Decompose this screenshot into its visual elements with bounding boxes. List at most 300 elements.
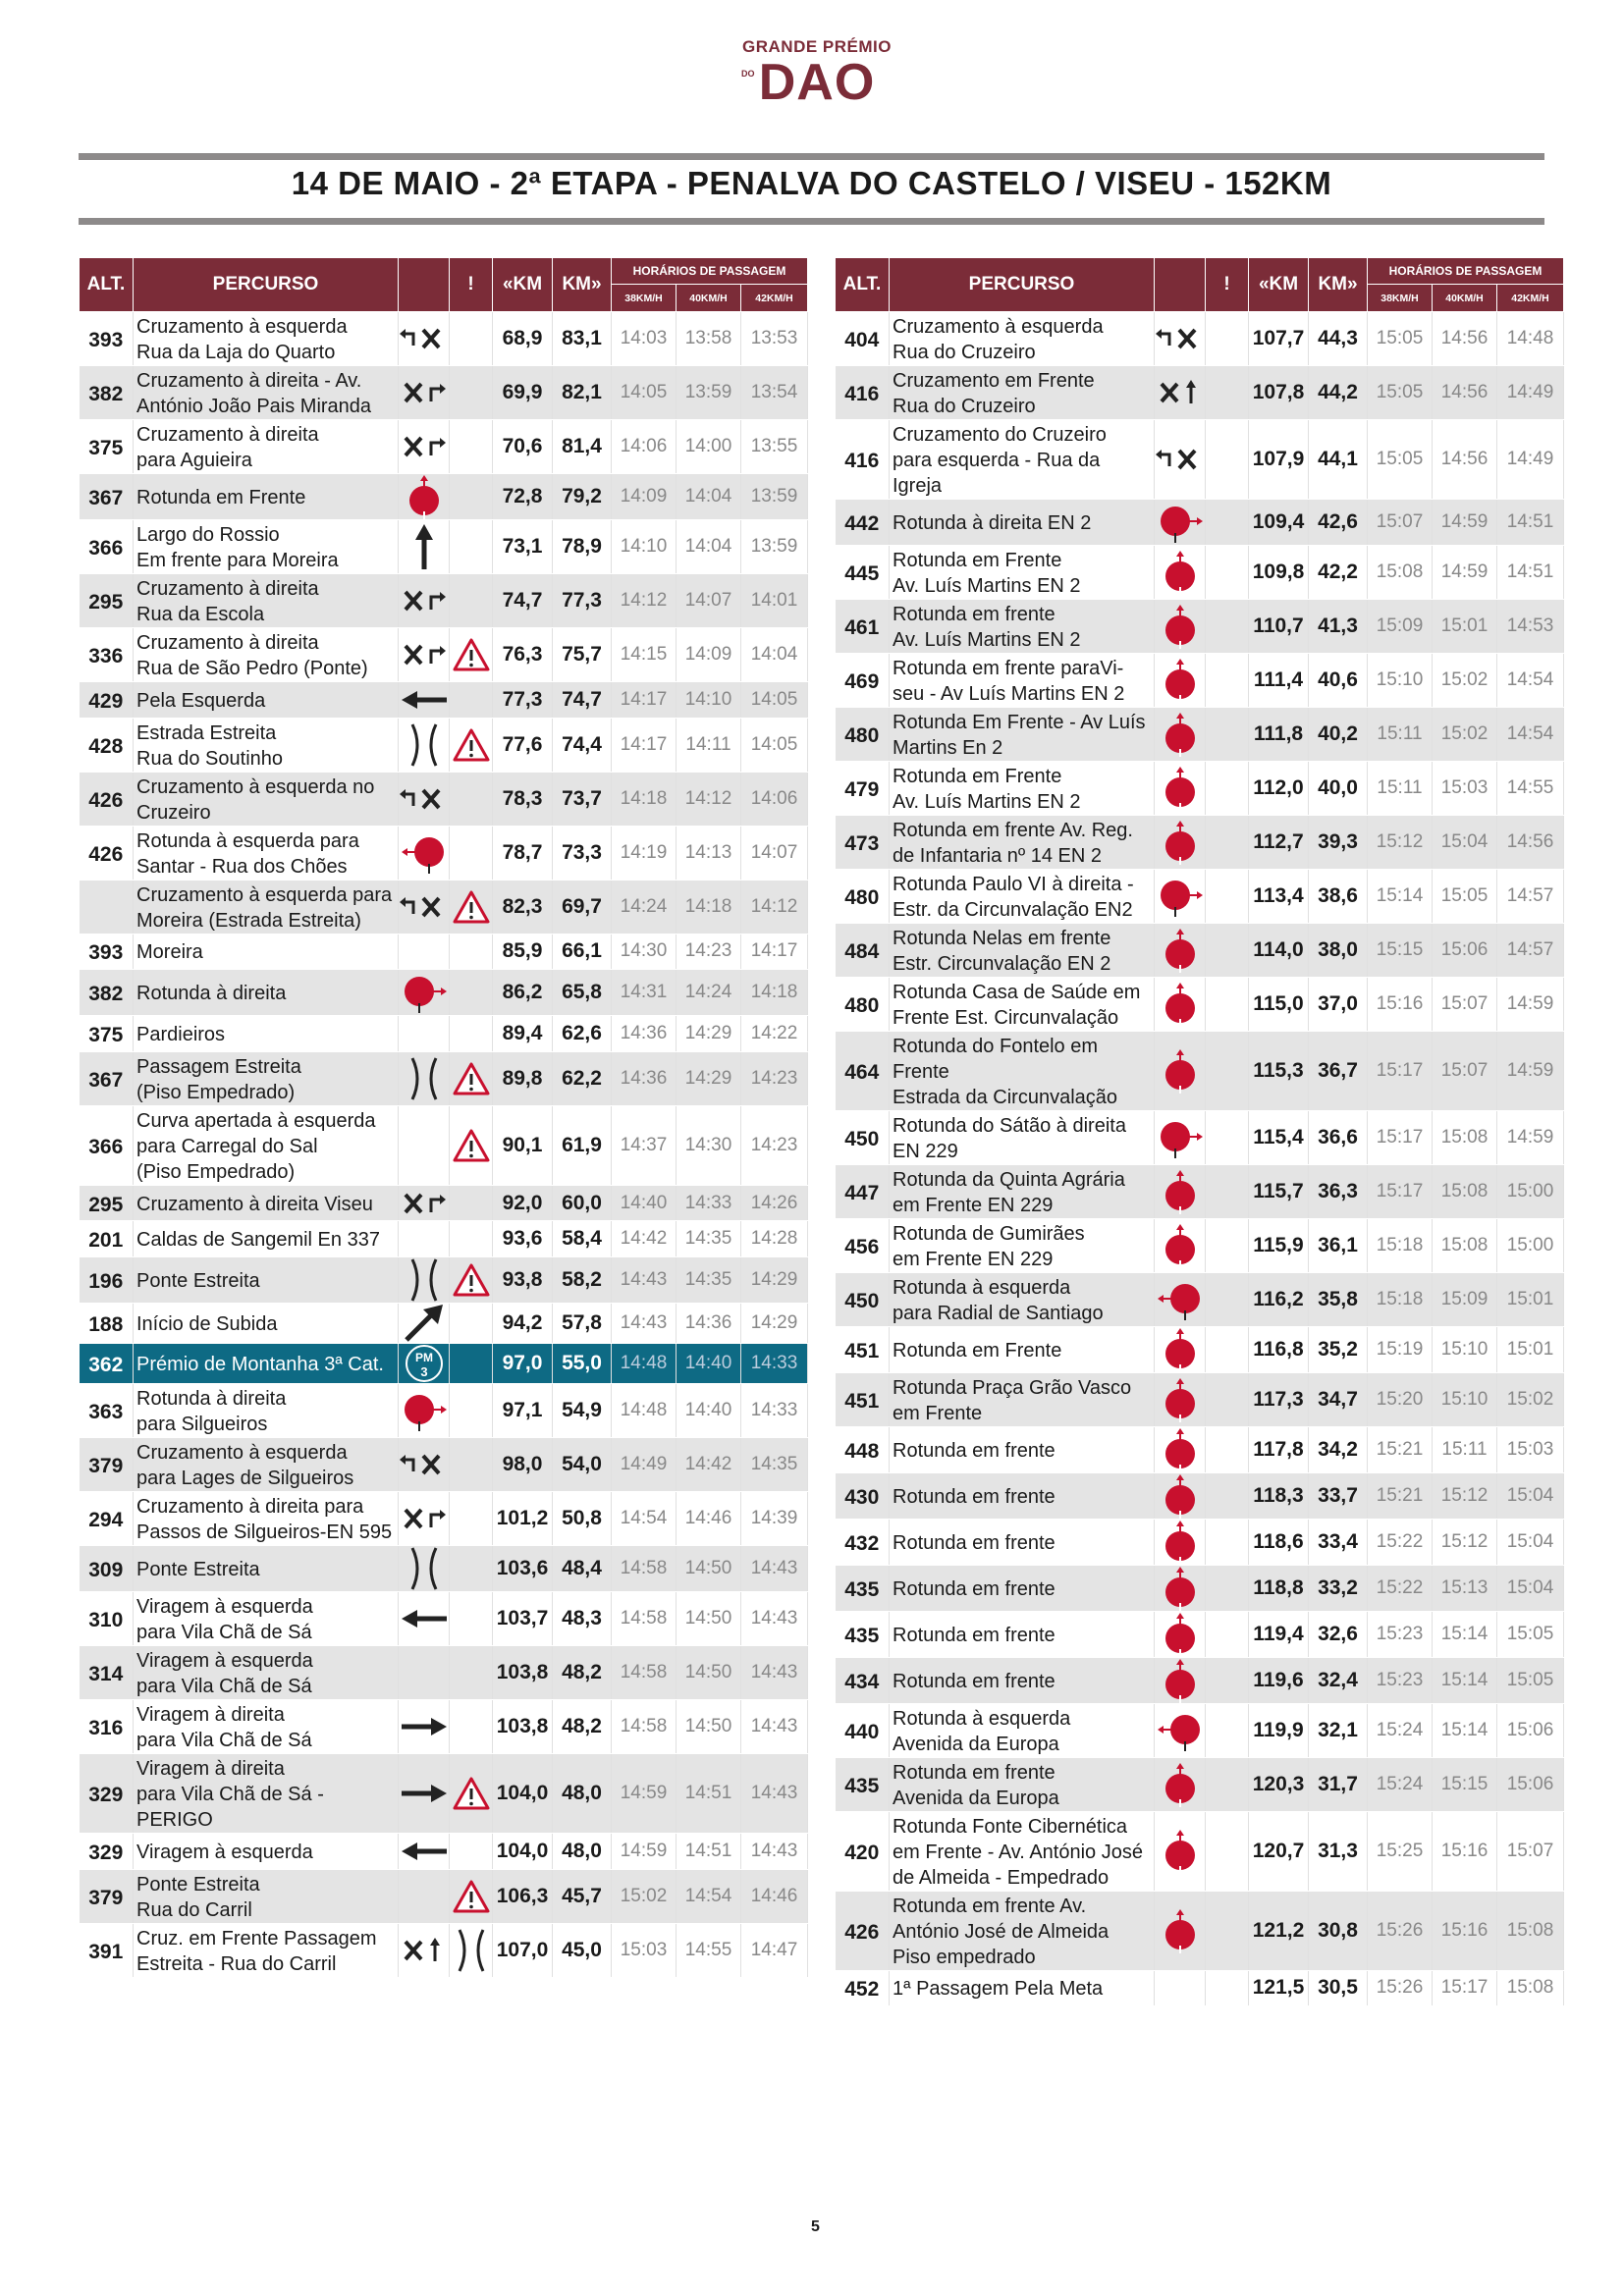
- km-to: 40,2: [1309, 708, 1368, 762]
- col-speed-38: 38KM/H: [612, 285, 677, 312]
- km-to: 55,0: [553, 1343, 612, 1383]
- km-to: 40,6: [1309, 654, 1368, 708]
- alt-value: 391: [80, 1923, 134, 1977]
- route-description: [134, 880, 399, 934]
- route-line: Ponte Estreita: [136, 1558, 260, 1580]
- alt-value: 448: [836, 1427, 890, 1473]
- km-to: 36,7: [1309, 1032, 1368, 1111]
- time-42kmh: 14:51: [1497, 500, 1564, 546]
- km-to: 58,2: [553, 1256, 612, 1303]
- direction-icon-cell: [399, 880, 450, 934]
- route-line: António João Pais Miranda: [136, 396, 372, 417]
- warning-cell: [1206, 1473, 1249, 1520]
- table-row: [836, 1658, 1564, 1704]
- route-line: em Frente - Av. António José: [893, 1842, 1143, 1863]
- km-to: 62,6: [553, 1016, 612, 1052]
- direction-icon-cell: [1155, 600, 1206, 654]
- km-from: 120,3: [1249, 1758, 1309, 1812]
- table-row: [80, 628, 808, 682]
- direction-icon-cell: [1155, 1165, 1206, 1219]
- km-to: 57,8: [553, 1303, 612, 1343]
- km-from: 119,9: [1249, 1704, 1309, 1758]
- time-40kmh: 15:05: [1433, 870, 1497, 924]
- time-40kmh: 14:11: [677, 718, 741, 772]
- km-to: 58,4: [553, 1221, 612, 1257]
- km-from: 89,8: [493, 1051, 553, 1105]
- warning-cell: [450, 574, 493, 628]
- warning-cell: [1206, 1971, 1249, 2006]
- direction-icon-cell: [399, 1591, 450, 1645]
- warning-cell: [1206, 1273, 1249, 1327]
- time-40kmh: 15:02: [1433, 654, 1497, 708]
- km-to: 48,0: [553, 1833, 612, 1869]
- arrow-left-icon: [400, 1607, 449, 1629]
- warning-cell: [1206, 500, 1249, 546]
- alt-value: 366: [80, 1105, 134, 1185]
- time-40kmh: 15:02: [1433, 708, 1497, 762]
- km-to: 32,1: [1309, 1704, 1368, 1758]
- warning-cell: [1206, 1111, 1249, 1165]
- time-42kmh: 14:57: [1497, 870, 1564, 924]
- route-table-right: [835, 257, 1564, 2006]
- alt-value: 309: [80, 1545, 134, 1591]
- time-42kmh: 15:02: [1497, 1373, 1564, 1427]
- roundabout-straight-icon: [1161, 1234, 1200, 1255]
- direction-icon-cell: [1155, 978, 1206, 1032]
- time-38kmh: 15:22: [1368, 1520, 1433, 1566]
- time-40kmh: 14:59: [1433, 500, 1497, 546]
- warning-cell: [450, 1645, 493, 1699]
- km-from: 103,8: [493, 1699, 553, 1753]
- time-40kmh: 15:10: [1433, 1327, 1497, 1373]
- time-38kmh: 14:09: [612, 474, 677, 520]
- route-line: Rotunda em frente: [893, 1440, 1056, 1462]
- table-row: [836, 1327, 1564, 1373]
- roundabout-straight-icon: [1161, 1438, 1200, 1460]
- warning-cell: [1206, 366, 1249, 420]
- km-to: 39,3: [1309, 816, 1368, 870]
- logo-do-text: DO: [741, 69, 755, 79]
- route-line: Av. Luís Martins EN 2: [893, 791, 1081, 813]
- alt-value: 367: [80, 474, 134, 520]
- km-from: 117,3: [1249, 1373, 1309, 1427]
- direction-icon-cell: [399, 1221, 450, 1257]
- narrow-road-icon: [405, 733, 444, 755]
- time-42kmh: 15:08: [1497, 1971, 1564, 2006]
- route-description: [890, 420, 1155, 500]
- warning-cell: [1206, 762, 1249, 816]
- warning-triangle-icon: [452, 1067, 491, 1089]
- route-line: Viragem à direita: [136, 1757, 285, 1780]
- arrow-right-icon: [400, 1782, 449, 1803]
- time-38kmh: 15:17: [1368, 1032, 1433, 1111]
- route-line: Avenida da Europa: [893, 1788, 1059, 1809]
- time-40kmh: 14:42: [677, 1437, 741, 1491]
- table-row: [836, 1219, 1564, 1273]
- km-to: 62,2: [553, 1051, 612, 1105]
- alt-value: 188: [80, 1303, 134, 1343]
- table-row: [80, 1437, 808, 1491]
- alt-value: 435: [836, 1612, 890, 1658]
- km-from: 104,0: [493, 1833, 553, 1869]
- alt-value: 336: [80, 628, 134, 682]
- route-line: Curva apertada à esquerda: [136, 1109, 376, 1132]
- warning-cell: [1206, 1327, 1249, 1373]
- warning-cell: [450, 682, 493, 719]
- alt-value: [80, 880, 134, 934]
- km-from: 93,8: [493, 1256, 553, 1303]
- roundabout-right-icon: [400, 1399, 449, 1420]
- time-38kmh: 15:26: [1368, 1971, 1433, 2006]
- direction-icon-cell: [399, 1303, 450, 1343]
- time-38kmh: 15:03: [612, 1923, 677, 1977]
- route-description: [134, 520, 399, 574]
- alt-value: 416: [836, 366, 890, 420]
- km-to: 42,2: [1309, 546, 1368, 600]
- direction-icon-cell: [1155, 546, 1206, 600]
- route-description: [890, 1812, 1155, 1892]
- time-40kmh: 14:56: [1433, 312, 1497, 366]
- route-description: [134, 718, 399, 772]
- warning-cell: [450, 1185, 493, 1221]
- km-from: 118,3: [1249, 1473, 1309, 1520]
- alt-value: 461: [836, 600, 890, 654]
- route-description: [134, 1491, 399, 1545]
- time-40kmh: 15:14: [1433, 1658, 1497, 1704]
- direction-icon-cell: [1155, 1520, 1206, 1566]
- direction-icon-cell: [1155, 1219, 1206, 1273]
- route-line: Rotunda em frente: [893, 1578, 1056, 1600]
- roundabout-right-icon: [1156, 510, 1205, 532]
- direction-icon-cell: [1155, 366, 1206, 420]
- table-row: [836, 1373, 1564, 1427]
- km-from: 115,7: [1249, 1165, 1309, 1219]
- table-row: [80, 312, 808, 366]
- direction-icon-cell: [1155, 1704, 1206, 1758]
- route-line: Estr. da Circunvalação EN2: [893, 899, 1133, 921]
- roundabout-right-icon: [1156, 884, 1205, 906]
- alt-value: 329: [80, 1833, 134, 1869]
- time-40kmh: 14:10: [677, 682, 741, 719]
- km-from: 111,4: [1249, 654, 1309, 708]
- route-line: Rua do Cruzeiro: [893, 342, 1036, 363]
- warning-cell: [1206, 924, 1249, 978]
- table-row: [80, 1699, 808, 1753]
- warning-cell: [1206, 1704, 1249, 1758]
- km-to: 78,9: [553, 520, 612, 574]
- roundabout-straight-icon: [1161, 1180, 1200, 1201]
- time-40kmh: 14:40: [677, 1343, 741, 1383]
- table-row: [80, 420, 808, 474]
- time-40kmh: 15:01: [1433, 600, 1497, 654]
- narrow-road-icon: [405, 1268, 444, 1290]
- table-row: [836, 546, 1564, 600]
- route-line: Rotunda em frente: [893, 1625, 1056, 1646]
- time-38kmh: 14:43: [612, 1303, 677, 1343]
- route-description: [134, 1343, 399, 1383]
- table-row: [80, 1051, 808, 1105]
- direction-icon-cell: [399, 1491, 450, 1545]
- route-line: Rotunda em frente paraVi-: [893, 658, 1124, 679]
- time-42kmh: 14:33: [741, 1383, 808, 1437]
- alt-value: 480: [836, 978, 890, 1032]
- table-row: [80, 934, 808, 970]
- km-from: 107,8: [1249, 366, 1309, 420]
- direction-icon-cell: [1155, 1566, 1206, 1612]
- direction-icon-cell: [399, 1051, 450, 1105]
- time-40kmh: 14:40: [677, 1383, 741, 1437]
- time-42kmh: 14:23: [741, 1051, 808, 1105]
- route-description: [890, 1165, 1155, 1219]
- roundabout-straight-icon: [1161, 830, 1200, 852]
- col-warn: !: [1206, 258, 1249, 312]
- time-40kmh: 14:04: [677, 520, 741, 574]
- route-description: [890, 1612, 1155, 1658]
- warning-cell: [450, 1343, 493, 1383]
- time-38kmh: 14:49: [612, 1437, 677, 1491]
- km-from: 114,0: [1249, 924, 1309, 978]
- alt-value: 451: [836, 1373, 890, 1427]
- table-row: [80, 1221, 808, 1257]
- route-line: Estr. Circunvalação EN 2: [893, 953, 1111, 975]
- route-line: para Aguieira: [136, 450, 252, 471]
- col-speed-40: 40KM/H: [1433, 285, 1497, 312]
- time-40kmh: 14:30: [677, 1105, 741, 1185]
- time-42kmh: 15:05: [1497, 1658, 1564, 1704]
- time-38kmh: 14:36: [612, 1016, 677, 1052]
- time-42kmh: 15:01: [1497, 1273, 1564, 1327]
- roundabout-straight-icon: [1161, 1669, 1200, 1690]
- roundabout-right-icon: [1156, 1126, 1205, 1148]
- table-row: [836, 870, 1564, 924]
- km-from: 69,9: [493, 366, 553, 420]
- time-38kmh: 15:22: [1368, 1566, 1433, 1612]
- alt-value: 440: [836, 1704, 890, 1758]
- route-line: para Carregal do Sal: [136, 1135, 318, 1157]
- time-38kmh: 14:58: [612, 1699, 677, 1753]
- warning-cell: [450, 1016, 493, 1052]
- time-38kmh: 15:21: [1368, 1427, 1433, 1473]
- route-description: [134, 420, 399, 474]
- warning-triangle-icon: [452, 643, 491, 665]
- table-row: [80, 474, 808, 520]
- direction-icon-cell: [399, 1016, 450, 1052]
- route-description: [134, 312, 399, 366]
- table-row: [80, 574, 808, 628]
- route-description: [890, 654, 1155, 708]
- time-38kmh: 15:05: [1368, 366, 1433, 420]
- direction-icon-cell: [1155, 1427, 1206, 1473]
- time-40kmh: 15:07: [1433, 1032, 1497, 1111]
- route-description: [890, 1704, 1155, 1758]
- km-to: 48,2: [553, 1645, 612, 1699]
- direction-icon-cell: [399, 1105, 450, 1185]
- km-to: 33,4: [1309, 1520, 1368, 1566]
- cross-left-icon: [400, 1453, 449, 1474]
- direction-icon-cell: [399, 1833, 450, 1869]
- alt-value: 404: [836, 312, 890, 366]
- route-description: [134, 1591, 399, 1645]
- direction-icon-cell: [399, 520, 450, 574]
- time-40kmh: 14:12: [677, 772, 741, 826]
- time-42kmh: 14:59: [1497, 1111, 1564, 1165]
- direction-icon-cell: [399, 1645, 450, 1699]
- warning-cell: [1206, 1758, 1249, 1812]
- km-from: 121,2: [1249, 1892, 1309, 1971]
- time-40kmh: 15:08: [1433, 1219, 1497, 1273]
- climb-arrow-icon: [402, 1311, 447, 1333]
- time-42kmh: 14:04: [741, 628, 808, 682]
- warning-cell: [450, 1833, 493, 1869]
- time-38kmh: 15:23: [1368, 1658, 1433, 1704]
- table-row: [836, 366, 1564, 420]
- time-40kmh: 15:03: [1433, 762, 1497, 816]
- table-row: [836, 1612, 1564, 1658]
- warning-cell: [450, 1545, 493, 1591]
- warning-cell: [1206, 600, 1249, 654]
- km-from: 115,3: [1249, 1032, 1309, 1111]
- route-line: Rotunda em frente: [893, 1762, 1056, 1784]
- time-42kmh: 14:54: [1497, 654, 1564, 708]
- km-to: 65,8: [553, 970, 612, 1016]
- time-38kmh: 14:12: [612, 574, 677, 628]
- time-40kmh: 15:16: [1433, 1892, 1497, 1971]
- alt-value: 314: [80, 1645, 134, 1699]
- alt-value: 452: [836, 1971, 890, 2006]
- time-40kmh: 15:14: [1433, 1612, 1497, 1658]
- time-38kmh: 15:10: [1368, 654, 1433, 708]
- table-row: [80, 1343, 808, 1383]
- time-40kmh: 14:51: [677, 1753, 741, 1833]
- route-line: Cruzamento do Cruzeiro: [893, 424, 1107, 446]
- route-description: [134, 1383, 399, 1437]
- route-line: Viragem à esquerda: [136, 1649, 313, 1672]
- route-line: para Vila Chã de Sá: [136, 1729, 312, 1751]
- km-from: 121,5: [1249, 1971, 1309, 2006]
- alt-value: 435: [836, 1566, 890, 1612]
- route-description: [890, 1273, 1155, 1327]
- route-line: Cruzeiro: [136, 801, 211, 824]
- table-row: [836, 1165, 1564, 1219]
- warning-cell: [450, 1051, 493, 1105]
- route-line: Rua do Cruzeiro: [893, 396, 1036, 417]
- table-row: [836, 978, 1564, 1032]
- km-to: 66,1: [553, 934, 612, 970]
- direction-icon-cell: [399, 1869, 450, 1923]
- alt-value: 393: [80, 934, 134, 970]
- roundabout-straight-icon: [1161, 1338, 1200, 1360]
- route-description: [134, 1833, 399, 1869]
- direction-icon-cell: [1155, 1473, 1206, 1520]
- arrow-up-icon: [409, 535, 439, 557]
- table-row: [80, 1923, 808, 1977]
- route-line: Pardieiros: [136, 1023, 226, 1045]
- time-42kmh: 14:43: [741, 1645, 808, 1699]
- direction-icon-cell: [399, 628, 450, 682]
- table-row: [836, 1427, 1564, 1473]
- page-number: 5: [811, 2218, 820, 2235]
- time-38kmh: 14:54: [612, 1491, 677, 1545]
- roundabout-straight-icon: [1161, 992, 1200, 1014]
- route-line: Cruzamento à esquerda: [136, 316, 348, 338]
- km-to: 45,7: [553, 1869, 612, 1923]
- roundabout-straight-icon: [1161, 668, 1200, 690]
- time-38kmh: 14:31: [612, 970, 677, 1016]
- km-to: 33,2: [1309, 1566, 1368, 1612]
- route-line: Piso empedrado: [893, 1947, 1036, 1968]
- direction-icon-cell: [1155, 816, 1206, 870]
- table-row: [836, 1812, 1564, 1892]
- route-line: Passos de Silgueiros-EN 595: [136, 1521, 393, 1543]
- warning-triangle-icon: [452, 895, 491, 917]
- cross-left-icon: [400, 787, 449, 809]
- cross-straight-icon: [1156, 381, 1205, 402]
- alt-value: 480: [836, 708, 890, 762]
- warning-cell: [1206, 1520, 1249, 1566]
- table-row: [80, 682, 808, 719]
- warning-cell: [450, 1869, 493, 1923]
- time-42kmh: 14:35: [741, 1437, 808, 1491]
- roundabout-right-icon: [400, 981, 449, 1002]
- warning-cell: [1206, 1566, 1249, 1612]
- narrow-road-icon: [405, 1557, 444, 1578]
- km-from: 115,9: [1249, 1219, 1309, 1273]
- km-to: 48,0: [553, 1753, 612, 1833]
- title-divider: [79, 218, 1544, 225]
- warning-cell: [1206, 546, 1249, 600]
- route-line: Rotunda à direita: [136, 1387, 287, 1410]
- route-line: Rotunda em Frente: [893, 550, 1062, 571]
- time-38kmh: 15:19: [1368, 1327, 1433, 1373]
- km-from: 97,1: [493, 1383, 553, 1437]
- table-row: [80, 772, 808, 826]
- route-line: Moreira: [136, 941, 203, 964]
- warning-cell: [450, 772, 493, 826]
- time-40kmh: 15:07: [1433, 978, 1497, 1032]
- warning-cell: [450, 420, 493, 474]
- km-from: 119,4: [1249, 1612, 1309, 1658]
- route-line: Rotunda do Fontelo em Frente: [893, 1036, 1099, 1083]
- km-to: 83,1: [553, 312, 612, 366]
- time-42kmh: 14:22: [741, 1016, 808, 1052]
- time-40kmh: 14:23: [677, 934, 741, 970]
- direction-icon-cell: [399, 366, 450, 420]
- table-row: [836, 1111, 1564, 1165]
- warning-cell: [450, 474, 493, 520]
- time-38kmh: 14:19: [612, 826, 677, 880]
- warning-cell: [1206, 708, 1249, 762]
- route-line: Viragem à esquerda: [136, 1841, 313, 1863]
- time-40kmh: 14:55: [677, 1923, 741, 1977]
- km-from: 115,4: [1249, 1111, 1309, 1165]
- km-from: 113,4: [1249, 870, 1309, 924]
- time-42kmh: 14:33: [741, 1343, 808, 1383]
- route-description: [890, 816, 1155, 870]
- time-38kmh: 15:11: [1368, 708, 1433, 762]
- table-row: [80, 1256, 808, 1303]
- km-to: 37,0: [1309, 978, 1368, 1032]
- warning-cell: [1206, 1032, 1249, 1111]
- route-description: [134, 1051, 399, 1105]
- table-row: [80, 1105, 808, 1185]
- route-description: [890, 1032, 1155, 1111]
- alt-value: 429: [80, 682, 134, 719]
- alt-value: 367: [80, 1051, 134, 1105]
- alt-value: 480: [836, 870, 890, 924]
- km-from: 92,0: [493, 1185, 553, 1221]
- narrow-road-icon: [452, 1939, 491, 1960]
- route-line: Rotunda Em Frente - Av Luís: [893, 712, 1146, 733]
